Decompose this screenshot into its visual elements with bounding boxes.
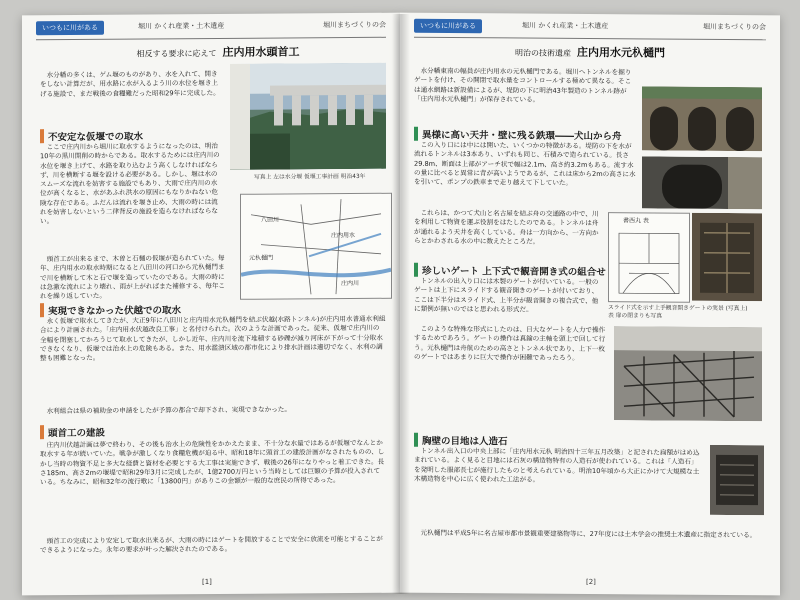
section-body-gate: トンネルの出入り口には木製のゲートが付いている。一般のゲートは上下にスライドする観音開きのゲートが付いており、ここは下半分はスライド式、上半分が観音開きの複合式で、他に類例が無いのではと思われる形式だ。: [414, 276, 599, 314]
series-title: 堀川 かくれ産業・土木遺産: [522, 21, 609, 31]
article-title: [480, 43, 700, 61]
section-body-tall-ceiling: この入り口には中には開いた、いくつかの特徴がある。堤防の下を水が流れるトンネルは3本あり、いずれも同じ、石積みで造られている。長さ29.8m、断面は上部がアーチ状で幅は2.1m、高さ約3.2mもある。流す水の量に比べると異常に背が高いようであるが、これは床から2mの高さに水を引いて、ポンプの鉄車まで走り越えて下していた。: [414, 140, 636, 188]
area-map: [240, 193, 392, 300]
section-body-siphon-2: 水利組合は県の補助金の申請をしたが予算の都合で却下され、実現できなかった。: [46, 405, 291, 416]
spine-gutter: [392, 14, 410, 594]
photo-caption: 写真上 左は水分堰 仮堰工事計画 明治43年: [254, 173, 366, 181]
map-label-canal: 庄内用水: [331, 231, 356, 240]
section-heading-artificial-stone: 胸壁の目地は人造石: [414, 433, 508, 448]
photo-caption-2: 表 扉の閉まりも写真: [608, 313, 663, 320]
section-body-artificial-stone-2: 元杁樋門は平成5年に名古屋市都市景観重要建築物等に、27年度には土木学会の推奨土木遺産に指定されている。: [420, 528, 757, 540]
page-header: [414, 17, 766, 40]
article-title: [118, 43, 318, 60]
page-number: [2]: [586, 577, 596, 587]
section-body-siphon: 永く仮堰で取水してきたが、大正9年に八田川と庄内用水元杁樋門を結ぶ伏越(水路トンネル)が庄内用水普通水利組合により計画された。「庄内用水伏越改良工事」と名付けられた。次のような計画であった。従来、仮堰で庄内川の全幅を閉塞してかろうじて取水してきたが、しかし近年、庄内川を流下堆積する砂礫が減り河床が下がって十分取水できなくなり、仮堰では治水上の危険もある。また、用水濫潰区域の都市化により排水計画は適切でなく、水利の調整も困難となった。: [40, 314, 386, 363]
article-subtitle: 相反する要求に応えて: [136, 48, 217, 59]
map-label-shonai-river: 庄内川: [341, 279, 360, 288]
section-body-temporary-weir: ここで庄内川から堀川に取水するようになったのは、明治10年の黒川開削の時からである。取水するためには庄内川の水位を堰き上げて、水路を取り込むよう高くしなければならず、川を横断する堰を設ける必要がある。しかし、堰は水のスムーズな流れを妨害する施設でもあり、大雨で庄内川の水位が高くなると、水があふれ洪水の原因にもなりかねない危険な存在である。ふだんは流れを堰き止め、大雨の時には流れを妨害しないという二律背反の施設を造らなければならない。: [40, 141, 220, 226]
section-body-temporary-weir-2: 頭首工が出来るまで、木曽と石樋の仮堰が造られていた。毎年、庄内用水の取水時期になると八田川の河口から元杁樋門まで川を横断して木と石で堰を造っていたのである。大雨の時には急激な流れにより壊れ、雨が上がればまた補修する、毎年これを繰り返していた。: [40, 253, 226, 301]
article-main-title: 庄内用水頭首工: [222, 45, 300, 59]
section-heading-siphon: 実現できなかった伏越での取水: [40, 302, 181, 317]
article-subtitle: 明治の技術遺産: [515, 48, 571, 58]
photo-caption: スライド式を示す上手観音開きゲートの実景 (写真上): [608, 305, 748, 313]
series-title: 堀川 かくれ産業・土木遺産: [138, 21, 225, 31]
tunnel-photo-top: [642, 86, 762, 151]
construction-photo: [614, 326, 762, 421]
publisher-name: 堀川まちづくりの会: [703, 22, 766, 32]
series-tag: いつもに川がある: [414, 19, 482, 33]
gate-photo: [692, 213, 762, 301]
intro-paragraph: 水分幡の多くは、ゲム堰のものがあり、水を入れて、開きをしない計算だが、用水路に水が入るよう川の水位を堰き上げる施設で、まだ戦後の食糧難だった昭和29年に完成した。: [40, 69, 220, 98]
intro-paragraph: 水分幡東南の幅員が庄内用水の元杁樋門である。堀川へトンネルを掘りゲートを付け、その開閉で取水量をコントロールする極めて異なる。そこは通水網路は新設備によるが、堤防の下に明治43年製造のトンネル跡が「庄内用水元杁樋門」が保存されている。: [414, 66, 632, 104]
publisher-name: 堀川まちづくりの会: [323, 20, 386, 30]
section-heading-temporary-weir: 不安定な仮堰での取水: [40, 128, 143, 143]
section-body-construction-2: 頭首工の完成により安定して取水出来るが、大雨の時にはゲートを開放することで安全に放流を可能とすることができるようになった。永年の要求が叶った解決されたのである。: [40, 534, 383, 555]
plaque-photo: [710, 445, 764, 515]
section-heading-construction: 頭首工の建設: [40, 425, 105, 439]
page-header: [36, 17, 386, 40]
tunnel-photo-middle: [642, 156, 762, 209]
section-body-construction: 庄内川伏越計画は夢で終わり、その後も治水上の危険性をかかえたまま、不十分な水量ではあるが仮堰でなんとか取水する年が続いていた。戦争が激しくなり食糧危機が迫る中、昭和18年に頭首工の建設計画がなされたものの、しかし当時の物資不足と多大な経費と資材を必要とする大工事は実施できず、戦後の26年になりやっと着工できた。長さ185m、高さ2mの堰堤で昭和29年3月に完成したが、1億2700万円という当時としては巨額の予算が投入されている。ちなみに、昭和32年の流行歌に「13800円」がありこの金額が一般的な庶民の所得であった。: [40, 438, 385, 487]
section-heading-gate: 珍しいゲート 上下式で観音開き式の組合せ: [414, 263, 606, 278]
section-body-gate-2: このような特殊な形式にしたのは、日大なゲートを人力で操作するためであろう。ゲートの操作は真鍮の主軸を頭上で回して行う。元杁樋門は舟航のための高さとトンネル状であり、上下一枚のゲートではあまりに巨大で操作が困難であったろう。: [414, 324, 606, 362]
section-body-tall-ceiling-2: これらは、かつて犬山と名古屋を結ぶ舟の交通路の中で、川を利用して物資を運ぶ役割をはたしたのである。トンネルは舟が通れるよう天井を高くしている。舟は一方向から、一方向からとかわされる水の中に数えたところだ。: [414, 208, 599, 246]
map-label-hatta-river: 八田川: [261, 216, 280, 224]
right-page: [400, 13, 780, 596]
page-number: [1]: [202, 577, 212, 587]
series-tag: いつもに川がある: [36, 21, 104, 35]
left-page: [22, 13, 400, 596]
section-heading-tall-ceiling: 異様に高い天井・壁に残る鉄環――犬山から舟: [414, 127, 622, 142]
drawing-title: 書西丸 表: [623, 217, 649, 225]
weir-photo: [230, 63, 386, 170]
gate-drawing: [608, 212, 690, 303]
section-body-artificial-stone: トンネル出入口の中央上部に「庄内用水元杁 明治四十三年五月改築」と記された扁額がはめ込まれている。よく見ると目地には石灰の構造物特有の人造石が使われている。これは「人造石」を発明した服部長七が施行したものと考えられている。明治10年頃から大正にかけて大規模な土木構造物を中心に広く使われた工法がる。: [414, 446, 700, 484]
article-main-title: 庄内用水元杁樋門: [577, 45, 665, 60]
map-label-gate: 元杁樋門: [249, 254, 274, 262]
